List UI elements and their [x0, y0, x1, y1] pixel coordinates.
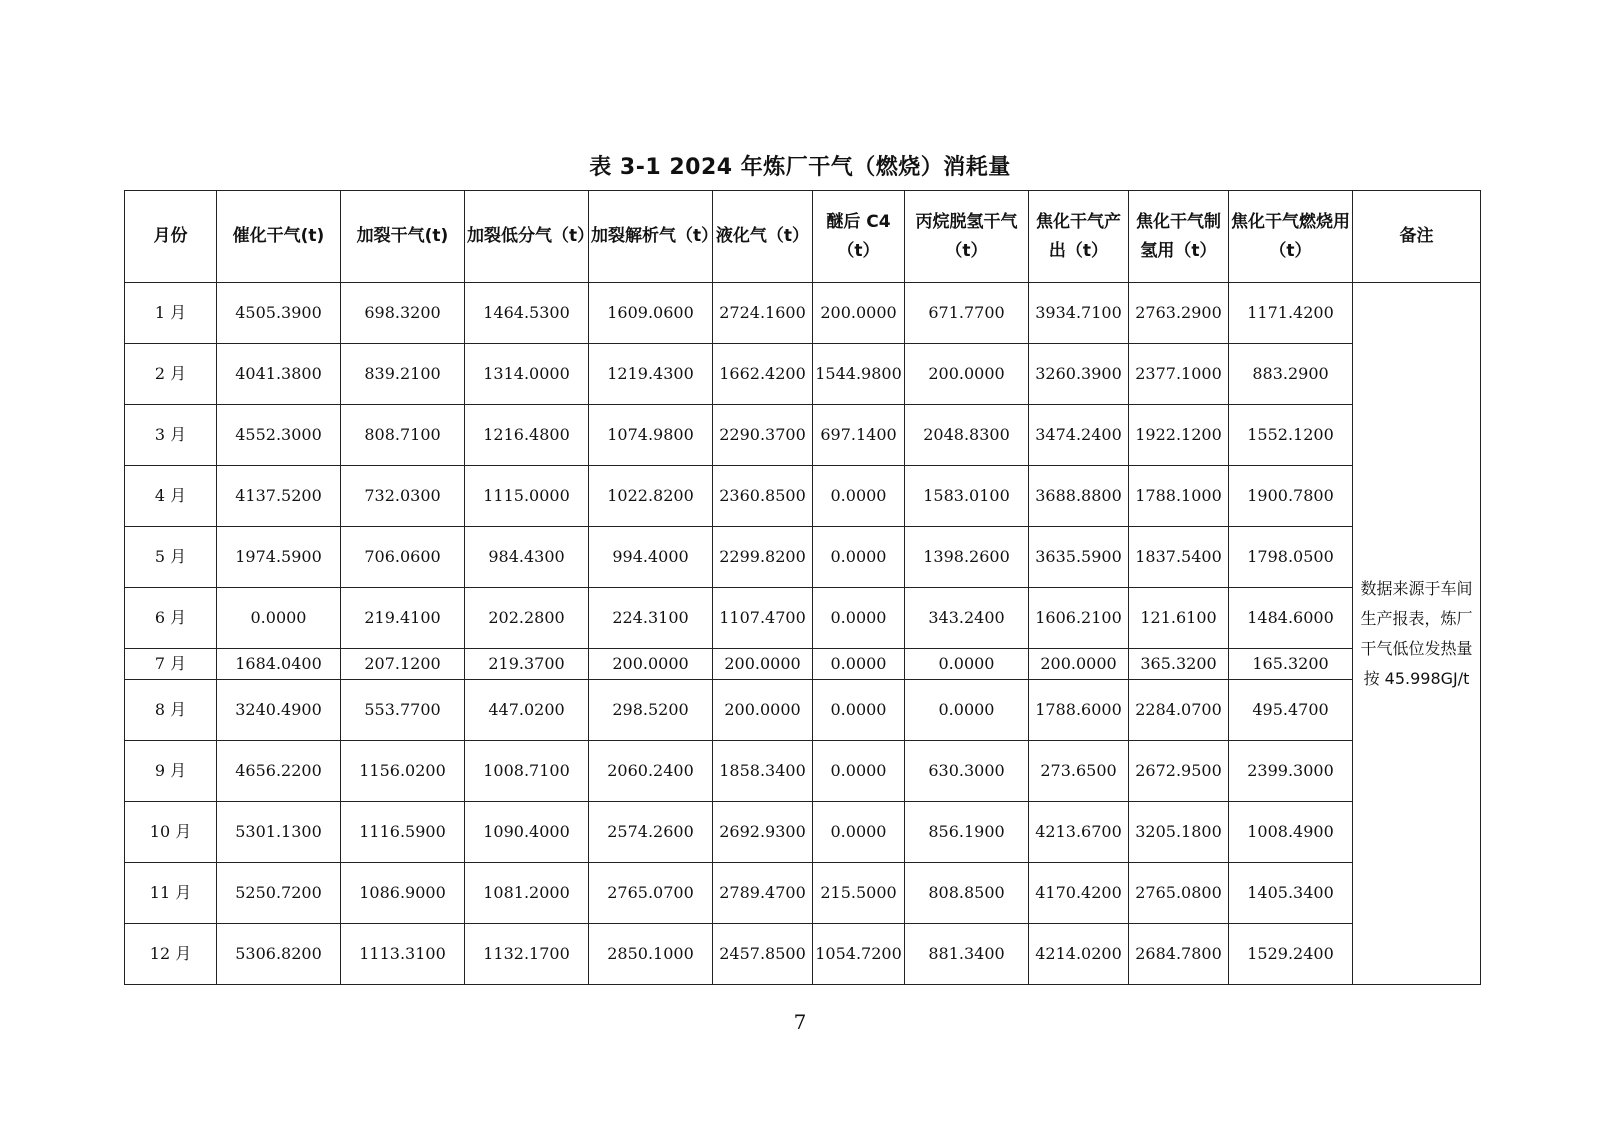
cell-post-ether-c4: 1054.7200	[813, 924, 905, 985]
cell-coking-dry-gas-output: 3474.2400	[1029, 405, 1129, 466]
header-lpg: 液化气（t）	[713, 191, 813, 283]
cell-month: 12 月	[125, 924, 217, 985]
cell-hydrocracking-dry-gas: 1113.3100	[341, 924, 465, 985]
cell-month: 6 月	[125, 588, 217, 649]
cell-hydrocracking-low-pressure-gas: 984.4300	[465, 527, 589, 588]
cell-pdh-dry-gas: 881.3400	[905, 924, 1029, 985]
cell-pdh-dry-gas: 200.0000	[905, 344, 1029, 405]
cell-coking-dry-gas-combustion: 1171.4200	[1229, 283, 1353, 344]
header-coking-dry-gas-combustion: 焦化干气燃烧用（t）	[1229, 191, 1353, 283]
cell-pdh-dry-gas: 0.0000	[905, 680, 1029, 741]
header-hydrocracking-desorption-gas: 加裂解析气（t）	[589, 191, 713, 283]
cell-post-ether-c4: 0.0000	[813, 649, 905, 680]
cell-lpg: 2299.8200	[713, 527, 813, 588]
cell-post-ether-c4: 0.0000	[813, 588, 905, 649]
cell-pdh-dry-gas: 671.7700	[905, 283, 1029, 344]
cell-coking-dry-gas-combustion: 1008.4900	[1229, 802, 1353, 863]
cell-pdh-dry-gas: 2048.8300	[905, 405, 1029, 466]
cell-catalytic-dry-gas: 1974.5900	[217, 527, 341, 588]
cell-month: 1 月	[125, 283, 217, 344]
cell-coking-dry-gas-output: 3260.3900	[1029, 344, 1129, 405]
cell-hydrocracking-low-pressure-gas: 1090.4000	[465, 802, 589, 863]
cell-coking-dry-gas-hydrogen: 1788.1000	[1129, 466, 1229, 527]
cell-lpg: 2290.3700	[713, 405, 813, 466]
cell-catalytic-dry-gas: 4041.3800	[217, 344, 341, 405]
dry-gas-consumption-table	[124, 190, 1481, 985]
cell-catalytic-dry-gas: 5301.1300	[217, 802, 341, 863]
cell-month: 5 月	[125, 527, 217, 588]
cell-hydrocracking-dry-gas: 1086.9000	[341, 863, 465, 924]
cell-catalytic-dry-gas: 4552.3000	[217, 405, 341, 466]
cell-catalytic-dry-gas: 4505.3900	[217, 283, 341, 344]
table-row	[125, 527, 1481, 588]
cell-coking-dry-gas-output: 3635.5900	[1029, 527, 1129, 588]
cell-month: 10 月	[125, 802, 217, 863]
remarks-note: 数据来源于车间生产报表，炼厂干气低位发热量按 45.998GJ/t	[1353, 283, 1481, 985]
table-row	[125, 405, 1481, 466]
cell-hydrocracking-dry-gas: 808.7100	[341, 405, 465, 466]
header-catalytic-dry-gas: 催化干气(t)	[217, 191, 341, 283]
cell-month: 8 月	[125, 680, 217, 741]
cell-hydrocracking-dry-gas: 706.0600	[341, 527, 465, 588]
cell-hydrocracking-desorption-gas: 1022.8200	[589, 466, 713, 527]
cell-hydrocracking-low-pressure-gas: 1216.4800	[465, 405, 589, 466]
cell-hydrocracking-dry-gas: 553.7700	[341, 680, 465, 741]
cell-lpg: 1107.4700	[713, 588, 813, 649]
cell-coking-dry-gas-output: 1788.6000	[1029, 680, 1129, 741]
cell-coking-dry-gas-hydrogen: 2672.9500	[1129, 741, 1229, 802]
cell-month: 4 月	[125, 466, 217, 527]
cell-hydrocracking-desorption-gas: 1074.9800	[589, 405, 713, 466]
cell-coking-dry-gas-output: 4214.0200	[1029, 924, 1129, 985]
cell-coking-dry-gas-hydrogen: 365.3200	[1129, 649, 1229, 680]
cell-hydrocracking-desorption-gas: 2765.0700	[589, 863, 713, 924]
cell-coking-dry-gas-hydrogen: 2763.2900	[1129, 283, 1229, 344]
header-pdh-dry-gas: 丙烷脱氢干气（t）	[905, 191, 1029, 283]
cell-coking-dry-gas-hydrogen: 2377.1000	[1129, 344, 1229, 405]
cell-pdh-dry-gas: 1583.0100	[905, 466, 1029, 527]
cell-month: 11 月	[125, 863, 217, 924]
cell-post-ether-c4: 0.0000	[813, 527, 905, 588]
cell-month: 3 月	[125, 405, 217, 466]
cell-lpg: 2360.8500	[713, 466, 813, 527]
cell-catalytic-dry-gas: 4137.5200	[217, 466, 341, 527]
cell-lpg: 2692.9300	[713, 802, 813, 863]
cell-coking-dry-gas-combustion: 1405.3400	[1229, 863, 1353, 924]
cell-coking-dry-gas-combustion: 1552.1200	[1229, 405, 1353, 466]
cell-hydrocracking-dry-gas: 698.3200	[341, 283, 465, 344]
cell-month: 9 月	[125, 741, 217, 802]
cell-hydrocracking-desorption-gas: 298.5200	[589, 680, 713, 741]
cell-coking-dry-gas-output: 3688.8800	[1029, 466, 1129, 527]
cell-coking-dry-gas-hydrogen: 1922.1200	[1129, 405, 1229, 466]
cell-hydrocracking-dry-gas: 207.1200	[341, 649, 465, 680]
header-remarks: 备注	[1353, 191, 1481, 283]
cell-pdh-dry-gas: 1398.2600	[905, 527, 1029, 588]
cell-hydrocracking-low-pressure-gas: 219.3700	[465, 649, 589, 680]
cell-hydrocracking-desorption-gas: 200.0000	[589, 649, 713, 680]
cell-pdh-dry-gas: 0.0000	[905, 649, 1029, 680]
cell-coking-dry-gas-hydrogen: 1837.5400	[1129, 527, 1229, 588]
cell-coking-dry-gas-output: 273.6500	[1029, 741, 1129, 802]
table-row	[125, 344, 1481, 405]
cell-hydrocracking-desorption-gas: 2060.2400	[589, 741, 713, 802]
cell-hydrocracking-desorption-gas: 1219.4300	[589, 344, 713, 405]
cell-hydrocracking-low-pressure-gas: 1132.1700	[465, 924, 589, 985]
cell-post-ether-c4: 0.0000	[813, 741, 905, 802]
cell-coking-dry-gas-combustion: 1484.6000	[1229, 588, 1353, 649]
cell-catalytic-dry-gas: 1684.0400	[217, 649, 341, 680]
cell-hydrocracking-dry-gas: 839.2100	[341, 344, 465, 405]
cell-hydrocracking-desorption-gas: 1609.0600	[589, 283, 713, 344]
header-row	[125, 191, 1481, 283]
table-row	[125, 588, 1481, 649]
cell-catalytic-dry-gas: 0.0000	[217, 588, 341, 649]
cell-coking-dry-gas-combustion: 883.2900	[1229, 344, 1353, 405]
cell-lpg: 1858.3400	[713, 741, 813, 802]
table-title: 表 3-1 2024 年炼厂干气（燃烧）消耗量	[589, 155, 1011, 180]
header-month: 月份	[125, 191, 217, 283]
cell-hydrocracking-desorption-gas: 224.3100	[589, 588, 713, 649]
cell-hydrocracking-dry-gas: 219.4100	[341, 588, 465, 649]
header-hydrocracking-dry-gas: 加裂干气(t)	[341, 191, 465, 283]
cell-post-ether-c4: 200.0000	[813, 283, 905, 344]
cell-hydrocracking-low-pressure-gas: 1008.7100	[465, 741, 589, 802]
cell-post-ether-c4: 0.0000	[813, 680, 905, 741]
cell-pdh-dry-gas: 343.2400	[905, 588, 1029, 649]
cell-post-ether-c4: 697.1400	[813, 405, 905, 466]
cell-catalytic-dry-gas: 5306.8200	[217, 924, 341, 985]
cell-lpg: 2457.8500	[713, 924, 813, 985]
cell-hydrocracking-dry-gas: 1156.0200	[341, 741, 465, 802]
cell-month: 7 月	[125, 649, 217, 680]
table-row	[125, 466, 1481, 527]
cell-post-ether-c4: 1544.9800	[813, 344, 905, 405]
cell-coking-dry-gas-combustion: 1900.7800	[1229, 466, 1353, 527]
cell-post-ether-c4: 0.0000	[813, 802, 905, 863]
cell-catalytic-dry-gas: 4656.2200	[217, 741, 341, 802]
cell-hydrocracking-low-pressure-gas: 1081.2000	[465, 863, 589, 924]
cell-hydrocracking-dry-gas: 1116.5900	[341, 802, 465, 863]
cell-coking-dry-gas-combustion: 165.3200	[1229, 649, 1353, 680]
cell-coking-dry-gas-hydrogen: 121.6100	[1129, 588, 1229, 649]
cell-coking-dry-gas-combustion: 495.4700	[1229, 680, 1353, 741]
table-row	[125, 741, 1481, 802]
cell-pdh-dry-gas: 808.8500	[905, 863, 1029, 924]
table-row	[125, 283, 1481, 344]
cell-hydrocracking-low-pressure-gas: 1314.0000	[465, 344, 589, 405]
cell-coking-dry-gas-combustion: 1798.0500	[1229, 527, 1353, 588]
table-row	[125, 924, 1481, 985]
header-hydrocracking-low-pressure-gas: 加裂低分气（t）	[465, 191, 589, 283]
cell-post-ether-c4: 215.5000	[813, 863, 905, 924]
cell-hydrocracking-low-pressure-gas: 1115.0000	[465, 466, 589, 527]
cell-catalytic-dry-gas: 5250.7200	[217, 863, 341, 924]
cell-hydrocracking-dry-gas: 732.0300	[341, 466, 465, 527]
table-row	[125, 863, 1481, 924]
cell-pdh-dry-gas: 856.1900	[905, 802, 1029, 863]
cell-coking-dry-gas-output: 3934.7100	[1029, 283, 1129, 344]
cell-coking-dry-gas-output: 200.0000	[1029, 649, 1129, 680]
cell-hydrocracking-low-pressure-gas: 447.0200	[465, 680, 589, 741]
cell-lpg: 200.0000	[713, 649, 813, 680]
cell-lpg: 1662.4200	[713, 344, 813, 405]
cell-coking-dry-gas-hydrogen: 2765.0800	[1129, 863, 1229, 924]
header-coking-dry-gas-hydrogen: 焦化干气制氢用（t）	[1129, 191, 1229, 283]
header-post-ether-c4: 醚后 C4（t）	[813, 191, 905, 283]
cell-hydrocracking-desorption-gas: 2574.2600	[589, 802, 713, 863]
cell-pdh-dry-gas: 630.3000	[905, 741, 1029, 802]
cell-lpg: 2724.1600	[713, 283, 813, 344]
cell-post-ether-c4: 0.0000	[813, 466, 905, 527]
page-number: 7	[793, 1010, 807, 1034]
cell-hydrocracking-low-pressure-gas: 202.2800	[465, 588, 589, 649]
cell-coking-dry-gas-hydrogen: 2284.0700	[1129, 680, 1229, 741]
cell-coking-dry-gas-output: 1606.2100	[1029, 588, 1129, 649]
table-row	[125, 680, 1481, 741]
cell-lpg: 200.0000	[713, 680, 813, 741]
cell-coking-dry-gas-hydrogen: 3205.1800	[1129, 802, 1229, 863]
cell-coking-dry-gas-hydrogen: 2684.7800	[1129, 924, 1229, 985]
cell-lpg: 2789.4700	[713, 863, 813, 924]
cell-coking-dry-gas-combustion: 2399.3000	[1229, 741, 1353, 802]
cell-hydrocracking-desorption-gas: 994.4000	[589, 527, 713, 588]
cell-month: 2 月	[125, 344, 217, 405]
table-row	[125, 649, 1481, 680]
cell-catalytic-dry-gas: 3240.4900	[217, 680, 341, 741]
cell-coking-dry-gas-output: 4213.6700	[1029, 802, 1129, 863]
cell-hydrocracking-desorption-gas: 2850.1000	[589, 924, 713, 985]
cell-hydrocracking-low-pressure-gas: 1464.5300	[465, 283, 589, 344]
header-coking-dry-gas-output: 焦化干气产出（t）	[1029, 191, 1129, 283]
cell-coking-dry-gas-output: 4170.4200	[1029, 863, 1129, 924]
cell-coking-dry-gas-combustion: 1529.2400	[1229, 924, 1353, 985]
table-row	[125, 802, 1481, 863]
